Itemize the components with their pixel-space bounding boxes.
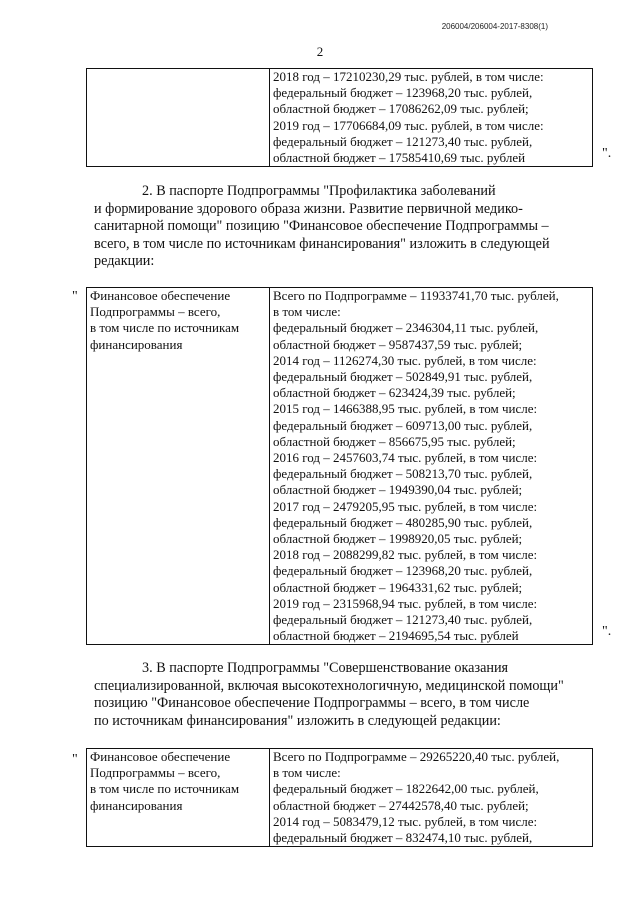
financing-table-specialized bbox=[86, 748, 593, 847]
table1-line: федеральный бюджет – 121273,40 тыс. рублей, bbox=[273, 133, 533, 149]
para2-line: и формирование здорового образа жизни. Развитие первичной медико- bbox=[94, 200, 523, 217]
table2-left-line: Финансовое обеспечение bbox=[90, 288, 231, 303]
table1-line: федеральный бюджет – 123968,20 тыс. рублей, bbox=[273, 85, 533, 101]
table3-line: в том числе: bbox=[273, 765, 341, 781]
table2-line: областной бюджет – 2194695,54 тыс. рублей bbox=[273, 628, 519, 644]
table2-line: федеральный бюджет – 2346304,11 тыс. рублей, bbox=[273, 320, 539, 336]
table3-left-line: Финансовое обеспечение bbox=[90, 749, 231, 764]
table1-line: 2018 год – 17210230,29 тыс. рублей, в том числе: bbox=[273, 69, 544, 84]
paragraph-3 bbox=[94, 660, 594, 730]
table3-left-line: в том числе по источникам bbox=[90, 781, 240, 797]
table2-line: областной бюджет – 1949390,04 тыс. рублей; bbox=[273, 482, 523, 498]
table2-line: в том числе: bbox=[273, 304, 341, 320]
table3-line: областной бюджет – 27442578,40 тыс. рублей; bbox=[273, 797, 529, 813]
table3-line: 2014 год – 5083479,12 тыс. рублей, в том числе: bbox=[273, 813, 538, 829]
table2-line: областной бюджет – 9587437,59 тыс. рублей; bbox=[273, 336, 523, 352]
table2-right-cell bbox=[270, 288, 593, 645]
table2-left-line: в том числе по источникам bbox=[90, 320, 240, 336]
table2-line: областной бюджет – 623424,39 тыс. рублей; bbox=[273, 385, 516, 401]
para3-line: позицию "Финансовое обеспечение Подпрограммы – всего, в том числе bbox=[94, 695, 530, 712]
para3-line: 3. В паспорте Подпрограммы "Совершенствование оказания bbox=[142, 660, 509, 676]
page-number: 2 bbox=[316, 44, 324, 59]
table2-left-line: финансирования bbox=[90, 336, 183, 352]
table3-left-line: финансирования bbox=[90, 797, 183, 813]
para3-line: специализированной, включая высокотехнологичную, медицинской помощи" bbox=[94, 677, 564, 694]
table3-open-quote: " bbox=[72, 752, 78, 767]
table2-left-line: Подпрограммы – всего, bbox=[90, 304, 221, 320]
para2-line: 2. В паспорте Подпрограммы "Профилактика заболеваний bbox=[142, 183, 496, 199]
document-id: 206004/206004-2017-8308(1) bbox=[441, 22, 548, 31]
table1-left-cell bbox=[87, 69, 270, 167]
table2-line: федеральный бюджет – 508213,70 тыс. рублей, bbox=[273, 466, 533, 482]
table2-left-cell bbox=[87, 288, 270, 645]
table1-line: областной бюджет – 17086262,09 тыс. рублей; bbox=[273, 101, 529, 117]
table2-open-quote: " bbox=[72, 289, 78, 304]
table2-line: 2016 год – 2457603,74 тыс. рублей, в том числе: bbox=[273, 450, 538, 466]
table2-line: областной бюджет – 1998920,05 тыс. рублей; bbox=[273, 531, 523, 547]
para2-line: редакции: bbox=[94, 253, 155, 270]
table1-line: областной бюджет – 17585410,69 тыс. рублей bbox=[273, 150, 526, 166]
table2-line: 2017 год – 2479205,95 тыс. рублей, в том числе: bbox=[273, 498, 538, 514]
table3-left-line: Подпрограммы – всего, bbox=[90, 765, 221, 781]
table2-line: федеральный бюджет – 123968,20 тыс. рублей, bbox=[273, 563, 533, 579]
table2-line: федеральный бюджет – 502849,91 тыс. рублей, bbox=[273, 369, 533, 385]
table2-line: федеральный бюджет – 609713,00 тыс. рублей, bbox=[273, 417, 533, 433]
table2-line: областной бюджет – 856675,95 тыс. рублей; bbox=[273, 433, 516, 449]
table1-right-cell bbox=[270, 69, 593, 167]
table2-line: федеральный бюджет – 480285,90 тыс. рублей, bbox=[273, 514, 533, 530]
para2-line: всего, в том числе по источникам финансирования" изложить в следующей bbox=[94, 235, 550, 252]
table1-close-quote: ". bbox=[602, 146, 612, 161]
table3-line: федеральный бюджет – 1822642,00 тыс. рублей, bbox=[273, 781, 539, 797]
table2-line: 2018 год – 2088299,82 тыс. рублей, в том числе: bbox=[273, 547, 538, 563]
table3-line: федеральный бюджет – 832474,10 тыс. рублей, bbox=[273, 830, 533, 846]
table2-line: 2014 год – 1126274,30 тыс. рублей, в том числе: bbox=[273, 352, 537, 368]
table2-line: федеральный бюджет – 121273,40 тыс. рублей, bbox=[273, 612, 533, 628]
table2-line: 2015 год – 1466388,95 тыс. рублей, в том числе: bbox=[273, 401, 538, 417]
para3-line: по источникам финансирования" изложить в следующей редакции: bbox=[94, 712, 501, 729]
financing-table-prevention bbox=[86, 287, 593, 645]
para2-line: санитарной помощи" позицию "Финансовое обеспечение Подпрограммы – bbox=[94, 218, 549, 235]
table3-line: Всего по Подпрограмме – 29265220,40 тыс. рублей, bbox=[273, 749, 560, 764]
table3-right-cell bbox=[270, 749, 593, 847]
table1-line: 2019 год – 17706684,09 тыс. рублей, в том числе: bbox=[273, 117, 544, 133]
table2-line: областной бюджет – 1964331,62 тыс. рублей; bbox=[273, 579, 523, 595]
financing-table-continued bbox=[86, 68, 593, 167]
paragraph-2 bbox=[94, 183, 594, 271]
table2-line: 2019 год – 2315968,94 тыс. рублей, в том числе: bbox=[273, 595, 538, 611]
table2-close-quote: ". bbox=[602, 624, 612, 639]
table3-left-cell bbox=[87, 749, 270, 847]
table2-line: Всего по Подпрограмме – 11933741,70 тыс. рублей, bbox=[273, 288, 559, 303]
